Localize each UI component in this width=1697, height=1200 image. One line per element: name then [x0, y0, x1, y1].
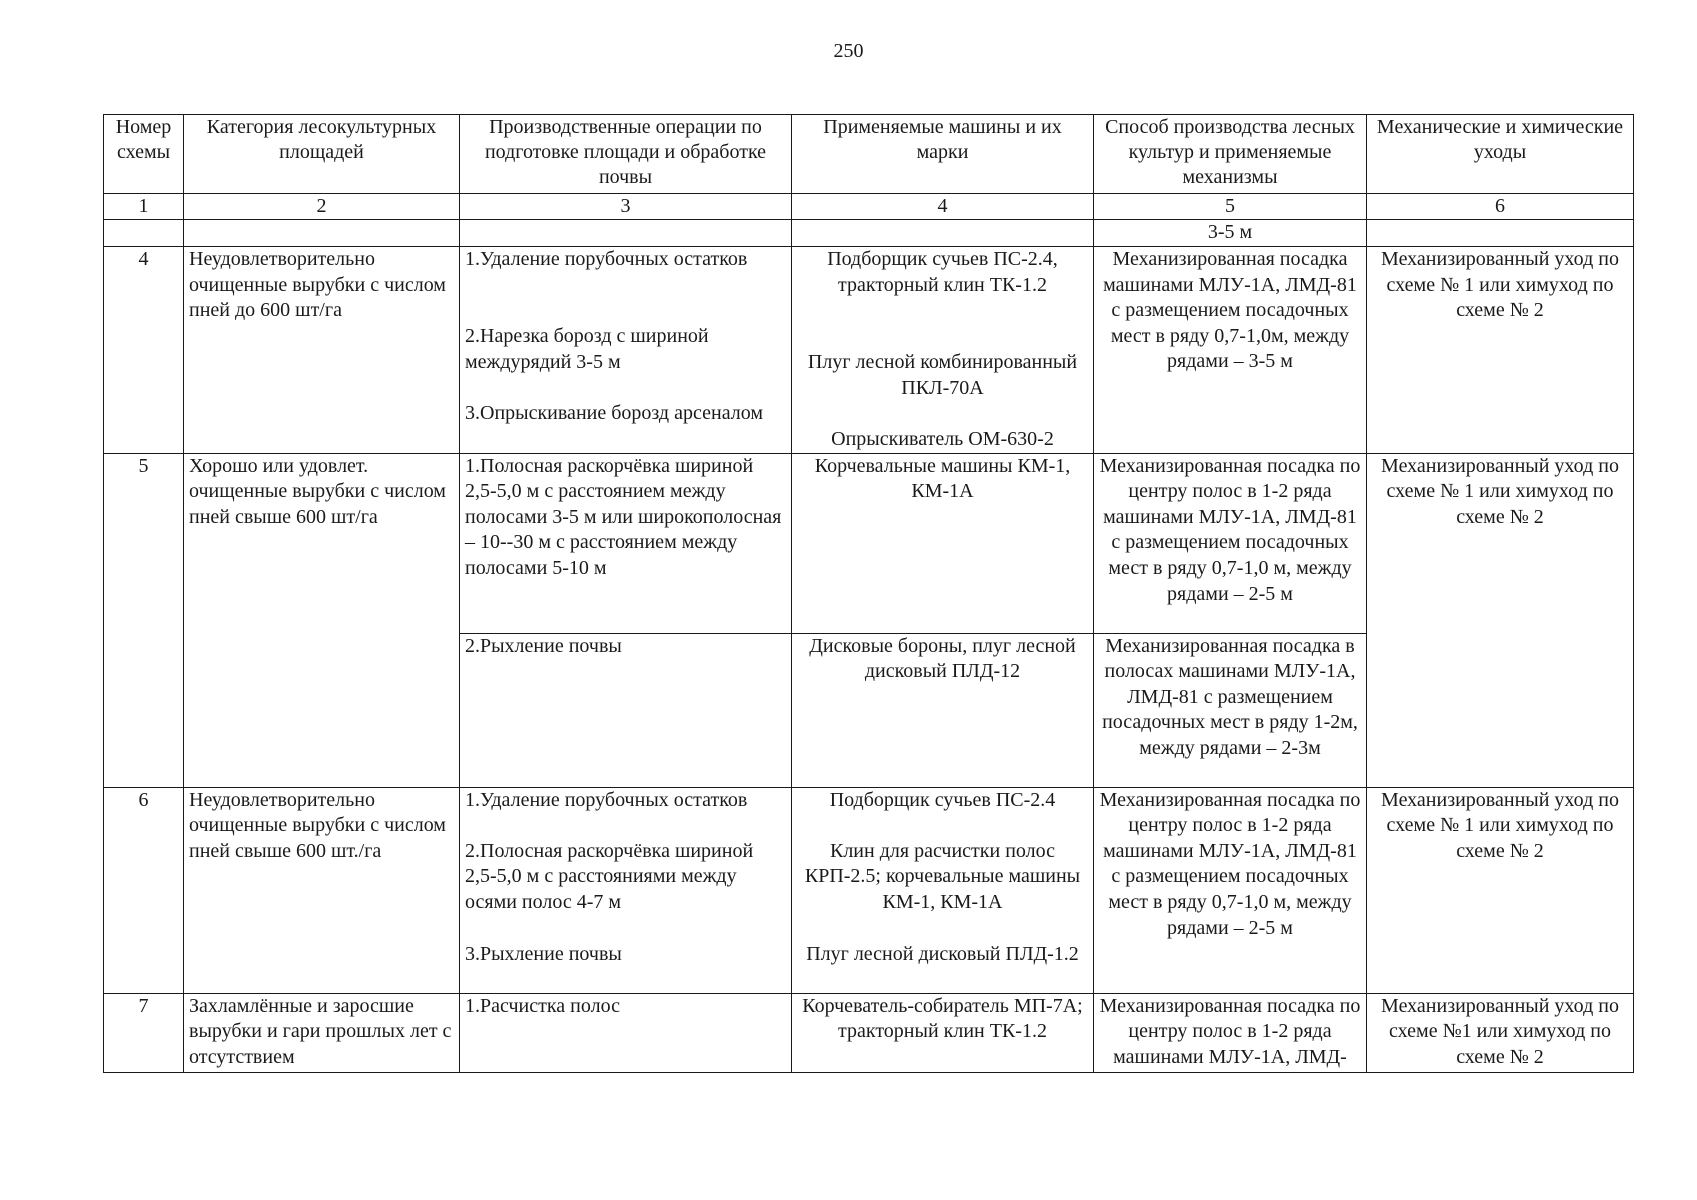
column-number: 1	[104, 194, 184, 220]
header-scheme-number: Номер схемы	[104, 115, 184, 194]
table-row-scheme-6	[104, 787, 1634, 993]
column-number: 2	[184, 194, 460, 220]
column-number-row	[104, 194, 1634, 220]
operation-item: 2.Нарезка борозд с шириной междурядий 3-5 м	[465, 325, 709, 373]
category-cell: Неудовлетворительно очищенные вырубки с числом пней до 600 шт/га	[184, 247, 460, 454]
column-number: 6	[1367, 194, 1634, 220]
operations-cell	[460, 247, 792, 454]
operations-cell: 2.Рыхление почвы	[460, 633, 792, 787]
machine-item: Подборщик сучьев ПС-2.4	[829, 788, 1056, 811]
machine-item: Подборщик сучьев ПС-2.4, тракторный клин ТК-1.2	[827, 248, 1058, 296]
method-cell: Механизированная посадка по центру полос в 1-2 ряда машинами МЛУ-1А, ЛМД-81 с размещением посадочных мест в ряду 0,7-1,0 м, между рядами – 2-5 м	[1094, 453, 1367, 633]
empty-cell	[184, 220, 460, 247]
continuation-row	[104, 220, 1634, 247]
operations-cell: 1.Полосная раскорчёвка шириной 2,5-5,0 м с расстоянием между полосами 3-5 м или широкополосная – 10--30 м с расстоянием между полосами 5-10 м	[460, 453, 792, 633]
continuation-method: 3-5 м	[1094, 220, 1367, 247]
table-row-scheme-5	[104, 453, 1634, 633]
care-cell: Механизированный уход по схеме №1 или химуход по схеме № 2	[1367, 993, 1634, 1072]
operation-item: 3.Рыхление почвы	[465, 942, 622, 965]
care-cell: Механизированный уход по схеме № 1 или химуход по схеме № 2	[1367, 787, 1634, 993]
column-number: 5	[1094, 194, 1367, 220]
header-method: Способ производства лесных культур и применяемые механизмы	[1094, 115, 1367, 194]
empty-cell	[460, 220, 792, 247]
category-cell: Неудовлетворительно очищенные вырубки с числом пней свыше 600 шт./га	[184, 787, 460, 993]
operations-cell: 1.Расчистка полос	[460, 993, 792, 1072]
machine-item: Плуг лесной комбинированный ПКЛ-70А	[807, 351, 1078, 399]
method-cell: Механизированная посадка по центру полос в 1-2 ряда машинами МЛУ-1А, ЛМД-	[1094, 993, 1367, 1072]
machine-item: Клин для расчистки полос КРП-2.5; корчевальные машины КМ-1, КМ-1А	[804, 839, 1081, 913]
header-care: Механические и химические уходы	[1367, 115, 1634, 194]
method-cell: Механизированная посадка машинами МЛУ-1А, ЛМД-81 с размещением посадочных мест в ряду 0,7-1,0м, между рядами – 3-5 м	[1094, 247, 1367, 454]
table-row-scheme-7	[104, 993, 1634, 1072]
header-operations: Производственные операции по подготовке площади и обработке почвы	[460, 115, 792, 194]
empty-cell	[1367, 220, 1634, 247]
column-number: 3	[460, 194, 792, 220]
operations-cell	[460, 787, 792, 993]
header-category: Категория лесокультурных площадей	[184, 115, 460, 194]
machines-cell: Корчеватель-собиратель МП-7А; тракторный клин ТК-1.2	[792, 993, 1094, 1072]
scheme-number: 6	[104, 787, 184, 993]
scheme-number: 7	[104, 993, 184, 1072]
table-row-scheme-4	[104, 247, 1634, 454]
machines-cell	[792, 787, 1094, 993]
empty-cell	[104, 220, 184, 247]
method-cell: Механизированная посадка по центру полос в 1-2 ряда машинами МЛУ-1А, ЛМД-81 с размещением посадочных мест в ряду 0,7-1,0 м, между рядами – 2-5 м	[1094, 787, 1367, 993]
care-cell: Механизированный уход по схеме № 1 или химуход по схеме № 2	[1367, 247, 1634, 454]
machine-item: Опрыскиватель ОМ-630-2	[831, 428, 1054, 450]
care-cell: Механизированный уход по схеме № 1 или химуход по схеме № 2	[1367, 453, 1634, 787]
machines-cell: Корчевальные машины КМ-1, КМ-1А	[792, 453, 1094, 633]
machines-cell	[792, 247, 1094, 454]
scheme-number: 4	[104, 247, 184, 454]
machines-cell: Дисковые бороны, плуг лесной дисковый ПЛД-12	[792, 633, 1094, 787]
scheme-number: 5	[104, 453, 184, 787]
empty-cell	[792, 220, 1094, 247]
operation-item: 2.Полосная раскорчёвка шириной 2,5-5,0 м с расстояниями между осями полос 4-7 м	[465, 839, 754, 913]
operation-item: 3.Опрыскивание борозд арсеналом	[465, 402, 763, 424]
method-cell: Механизированная посадка в полосах машинами МЛУ-1А, ЛМД-81 с размещением посадочных мест в ряду 1-2м, между рядами – 2-3м	[1094, 633, 1367, 787]
header-machines: Применяемые машины и их марки	[792, 115, 1094, 194]
forest-culture-table	[103, 114, 1634, 1073]
page-number: 250	[833, 40, 864, 62]
machine-item: Плуг лесной дисковый ПЛД-1.2	[806, 942, 1079, 965]
category-cell: Захламлённые и заросшие вырубки и гари прошлых лет с отсутствием	[184, 993, 460, 1072]
category-cell: Хорошо или удовлет. очищенные вырубки с числом пней свыше 600 шт/га	[184, 453, 460, 787]
header-row	[104, 115, 1634, 194]
operation-item: 1.Удаление порубочных остатков	[465, 788, 748, 811]
operation-item: 1.Удаление порубочных остатков	[465, 248, 748, 270]
column-number: 4	[792, 194, 1094, 220]
